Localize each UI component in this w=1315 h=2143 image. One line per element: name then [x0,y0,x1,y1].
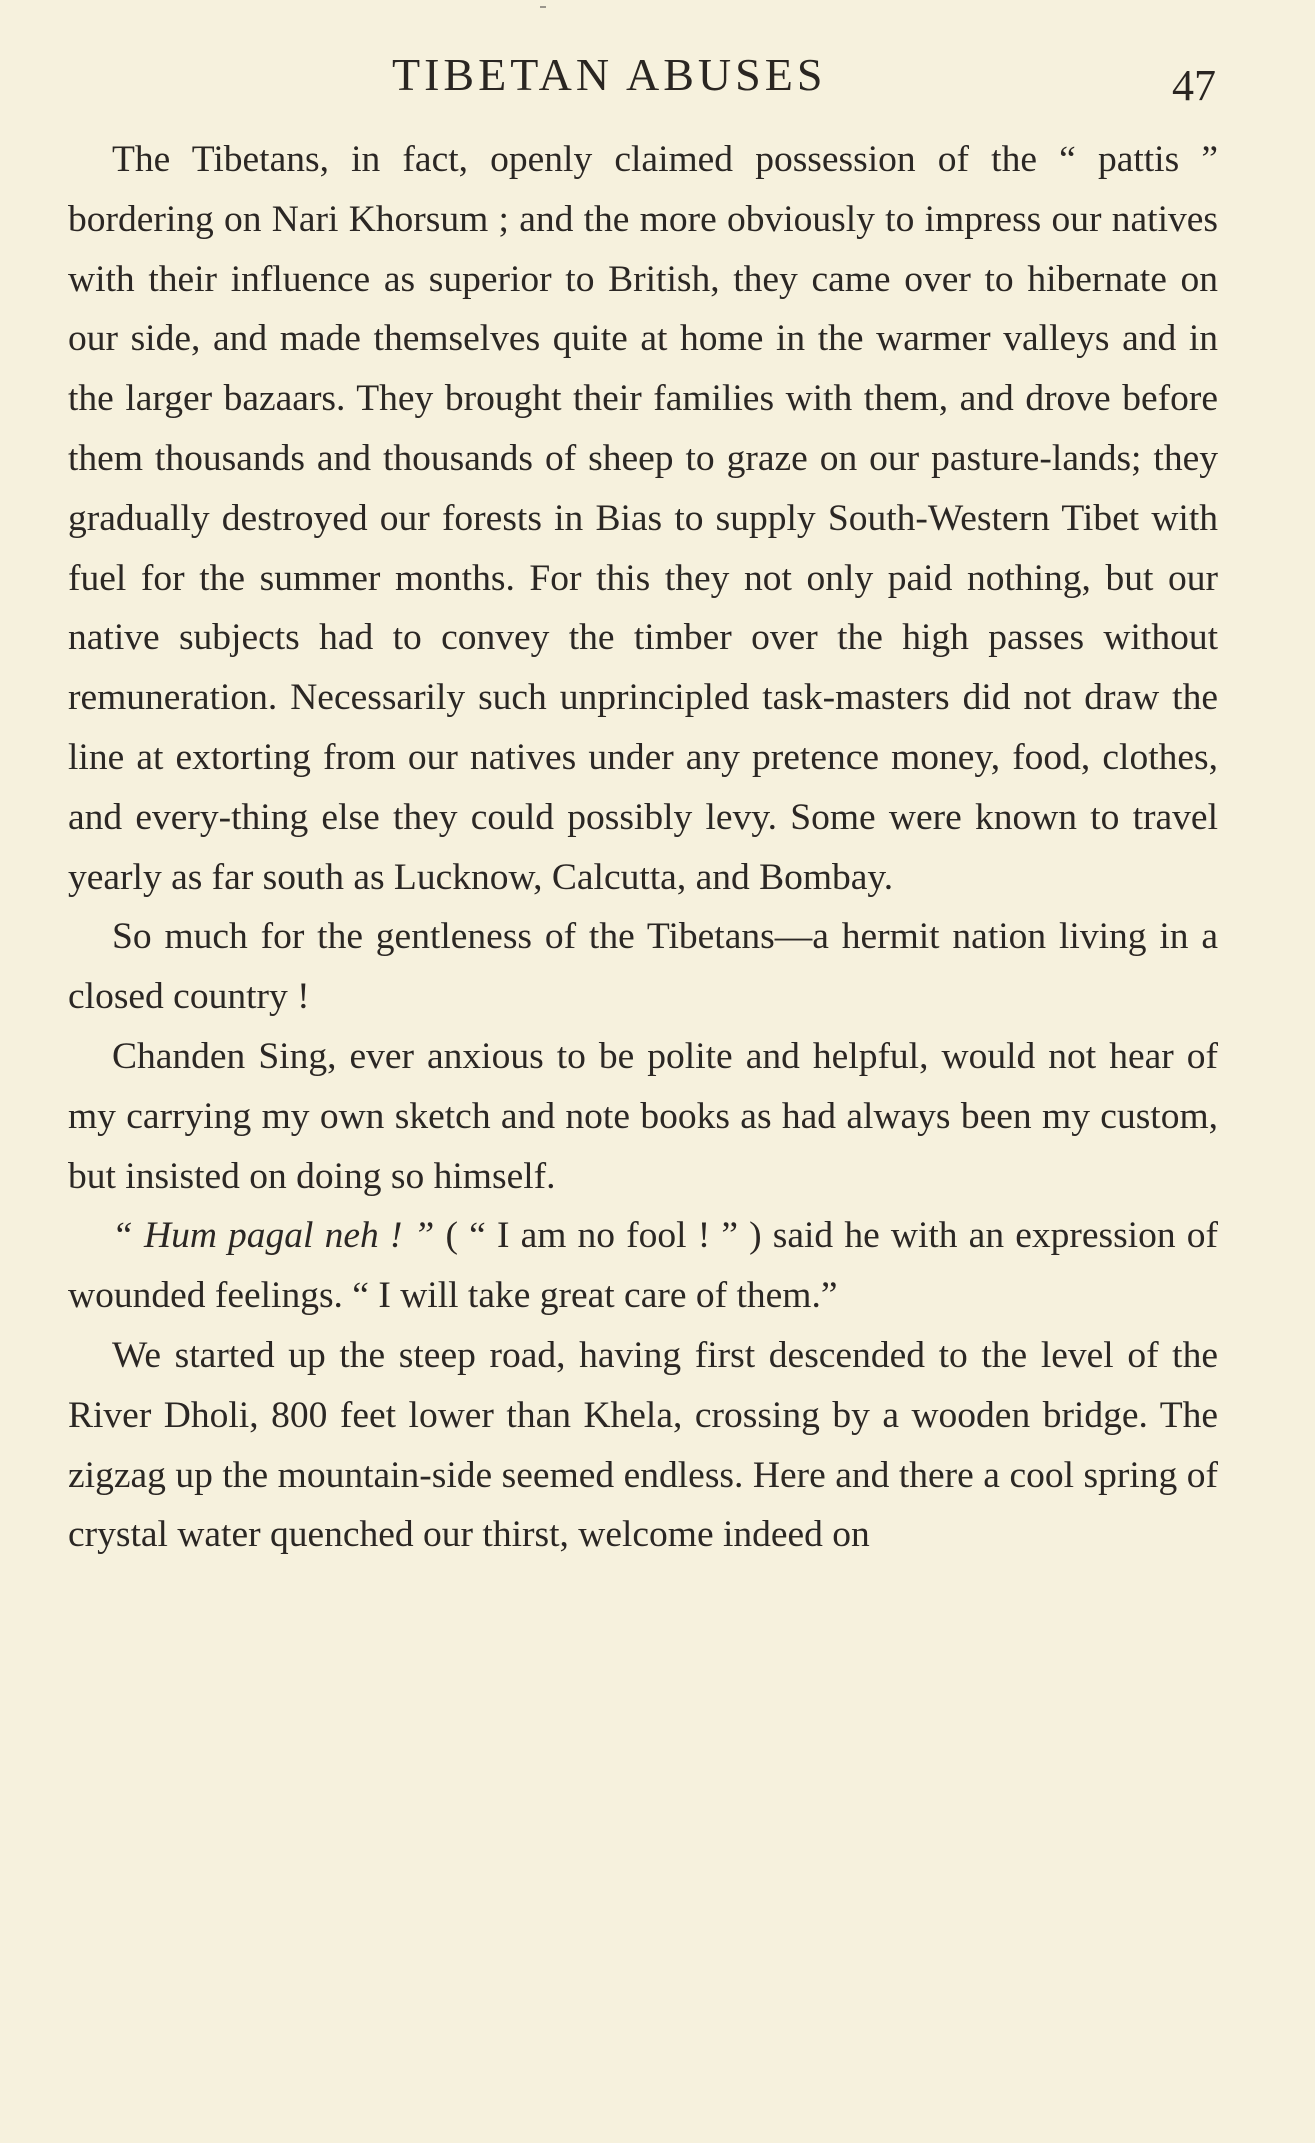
paragraph: The Tibetans, in fact, openly claimed possession of the “ pattis ” bordering on Nari Khorsum ; and the more obviously to impress our natives with their influence as superior to British, they came over to hibernate on our side, and made themselves quite at home in the warmer valleys and in the larger bazaars. They brought their families with them, and drove before them thousands and thousands of sheep to graze on our pasture-lands; they gradually destroyed our forests in Bias to supply South-Western Tibet with fuel for the summer months. For this they not only paid nothing, but our native subjects had to convey the timber over the high passes without remuneration. Necessarily such unprincipled task-masters did not draw the line at extorting from our natives under any pretence money, food, clothes, and every-thing else they could possibly levy. Some were known to travel yearly as far south as Lucknow, Calcutta, and Bombay. [68,139,1218,898]
paragraph: Chanden Sing, ever anxious to be polite and helpful, would not hear of my carrying my own sketch and note books as had always been my custom, but insisted on doing so himself. [68,1035,1218,1197]
page-header [0,48,1315,108]
paragraph: We started up the steep road, having first descended to the level of the River Dholi, 800 feet lower than Khela, crossing by a wooden bridge. The zigzag up the mountain-side seemed endless. Here and there a cool spring of crystal water quenched our thirst, welcome indeed on [68,1334,1218,1556]
paragraph: So much for the gentleness of the Tibetans—a hermit nation living in a closed country ! [68,916,1218,1018]
italic-quote: “ Hum pagal neh ! ” [112,1215,435,1257]
body-text [68,130,1218,1565]
page-number: 47 [1172,61,1216,110]
running-title: TIBETAN ABUSES [392,49,827,100]
paragraph [68,1206,1218,1326]
paragraph-text: ( “ I am no fool ! ” ) said he with an expression of wounded feelings. “ I will take great care of them.” [68,1215,1218,1317]
scan-mark [540,6,546,8]
